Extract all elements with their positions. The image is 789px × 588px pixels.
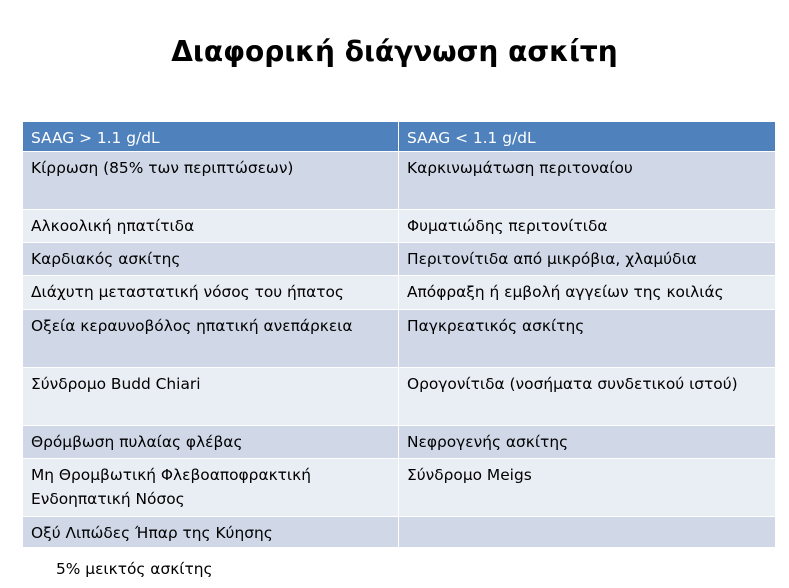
header-saag-high: SAAG > 1.1 g/dL (23, 122, 399, 152)
table-cell: Καρκινωμάτωση περιτοναίου (399, 152, 776, 210)
differential-diagnosis-table (22, 121, 776, 548)
table-cell: Θρόμβωση πυλαίας φλέβας (23, 426, 399, 459)
table-cell: Μη Θρομβωτική Φλεβοαποφρακτική Ενδοηπατική Νόσος (23, 459, 399, 517)
table-row (23, 459, 776, 517)
table-cell: Σύνδρομο Budd Chiari (23, 368, 399, 426)
table-cell: Διάχυτη μεταστατική νόσος του ήπατος (23, 276, 399, 310)
table-row (23, 243, 776, 276)
table-row (23, 426, 776, 459)
header-saag-low: SAAG < 1.1 g/dL (399, 122, 776, 152)
table-cell: Κίρρωση (85% των περιπτώσεων) (23, 152, 399, 210)
table-row (23, 310, 776, 368)
table-row (23, 517, 776, 548)
table-cell (399, 517, 776, 548)
table-cell: Ορογονίτιδα (νοσήματα συνδετικού ιστού) (399, 368, 776, 426)
footnote: 5% μεικτός ασκίτης (56, 560, 213, 578)
table-row (23, 368, 776, 426)
page-title: Διαφορική διάγνωση ασκίτη (171, 35, 618, 68)
table-cell: Περιτονίτιδα από μικρόβια, χλαμύδια (399, 243, 776, 276)
table-cell: Παγκρεατικός ασκίτης (399, 310, 776, 368)
table-cell: Σύνδρομο Meigs (399, 459, 776, 517)
table-cell: Καρδιακός ασκίτης (23, 243, 399, 276)
table-row (23, 210, 776, 243)
table-cell: Αλκοολική ηπατίτιδα (23, 210, 399, 243)
table-cell: Οξεία κεραυνοβόλος ηπατική ανεπάρκεια (23, 310, 399, 368)
table-cell: Νεφρογενής ασκίτης (399, 426, 776, 459)
table-cell: Φυματιώδης περιτονίτιδα (399, 210, 776, 243)
table-cell: Οξύ Λιπώδες Ήπαρ της Κύησης (23, 517, 399, 548)
table-cell: Απόφραξη ή εμβολή αγγείων της κοιλιάς (399, 276, 776, 310)
table-row (23, 152, 776, 210)
table-header-row (23, 122, 776, 152)
table-row (23, 276, 776, 310)
